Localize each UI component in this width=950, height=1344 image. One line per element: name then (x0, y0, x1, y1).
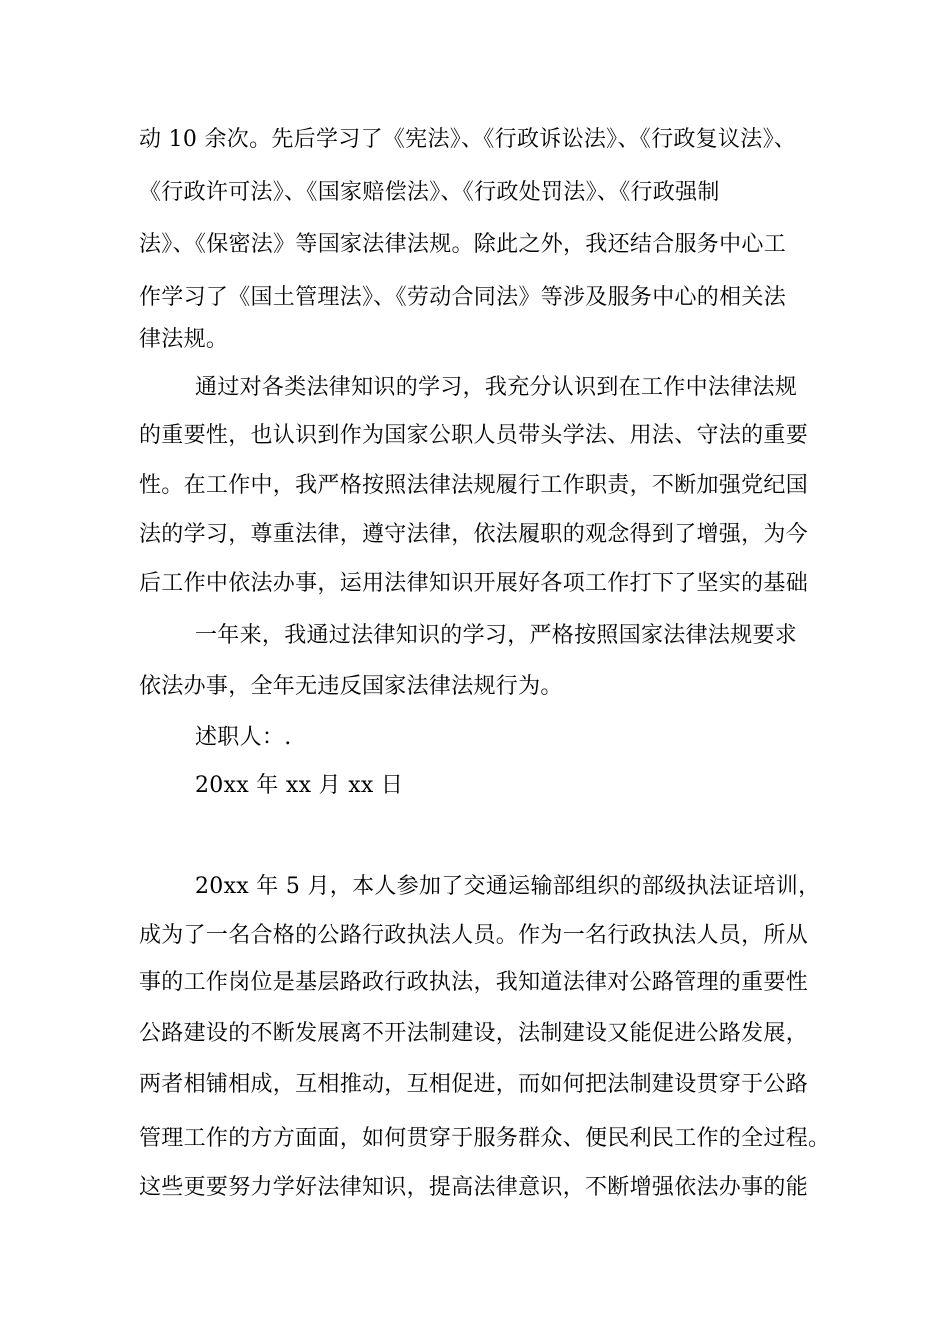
text-line: 成为了一名合格的公路行政执法人员。作为一名行政执法人员，所从 (139, 923, 809, 948)
text-line: 公路建设的不断发展离不开法制建设，法制建设又能促进公路发展， (139, 1021, 809, 1046)
text-line: 的重要性，也认识到作为国家公职人员带头学法、用法、守法的重要 (139, 423, 809, 448)
text-line: 作学习了《国土管理法》、《劳动合同法》等涉及服务中心的相关法 (139, 285, 787, 310)
text-line: 两者相铺相成，互相推动，互相促进，而如何把法制建设贯穿于公路 (139, 1072, 809, 1097)
text-line: 动 10 余次。先后学习了《宪法》、《行政诉讼法》、《行政复议法》、 (139, 127, 797, 152)
text-line: 法》、《保密法》等国家法律法规。除此之外，我还结合服务中心工 (139, 232, 787, 257)
text-line: 依法办事，全年无违反国家法律法规行为。 (139, 674, 563, 699)
text-line: 律法规。 (139, 327, 229, 352)
text-line: 这些更要努力学好法律知识，提高法律意识，不断增强依法办事的能 (139, 1175, 809, 1200)
text-line: 一年来，我通过法律知识的学习，严格按照国家法律法规要求 (195, 623, 798, 648)
text-line: 后工作中依法办事，运用法律知识开展好各项工作打下了坚实的基础 (139, 571, 809, 596)
text-line: 性。在工作中，我严格按照法律法规履行工作职责，不断加强党纪国 (139, 473, 809, 498)
text-line: 通过对各类法律知识的学习，我充分认识到在工作中法律法规 (195, 375, 798, 400)
signature-line: 述职人：. (195, 725, 292, 750)
text-line: 事的工作岗位是基层路政行政执法，我知道法律对公路管理的重要性 (139, 970, 809, 995)
text-line: 20xx 年 5 月，本人参加了交通运输部组织的部级执法证培训， (195, 874, 821, 899)
text-line: 管理工作的方方面面，如何贯穿于服务群众、便民利民工作的全过程。 (139, 1126, 831, 1151)
date-line: 20xx 年 xx 月 xx 日 (195, 773, 404, 798)
text-line: 《行政许可法》、《国家赔偿法》、《行政处罚法》、《行政强制 (139, 180, 720, 205)
text-line: 法的学习，尊重法律，遵守法律，依法履职的观念得到了增强，为今 (139, 522, 809, 547)
